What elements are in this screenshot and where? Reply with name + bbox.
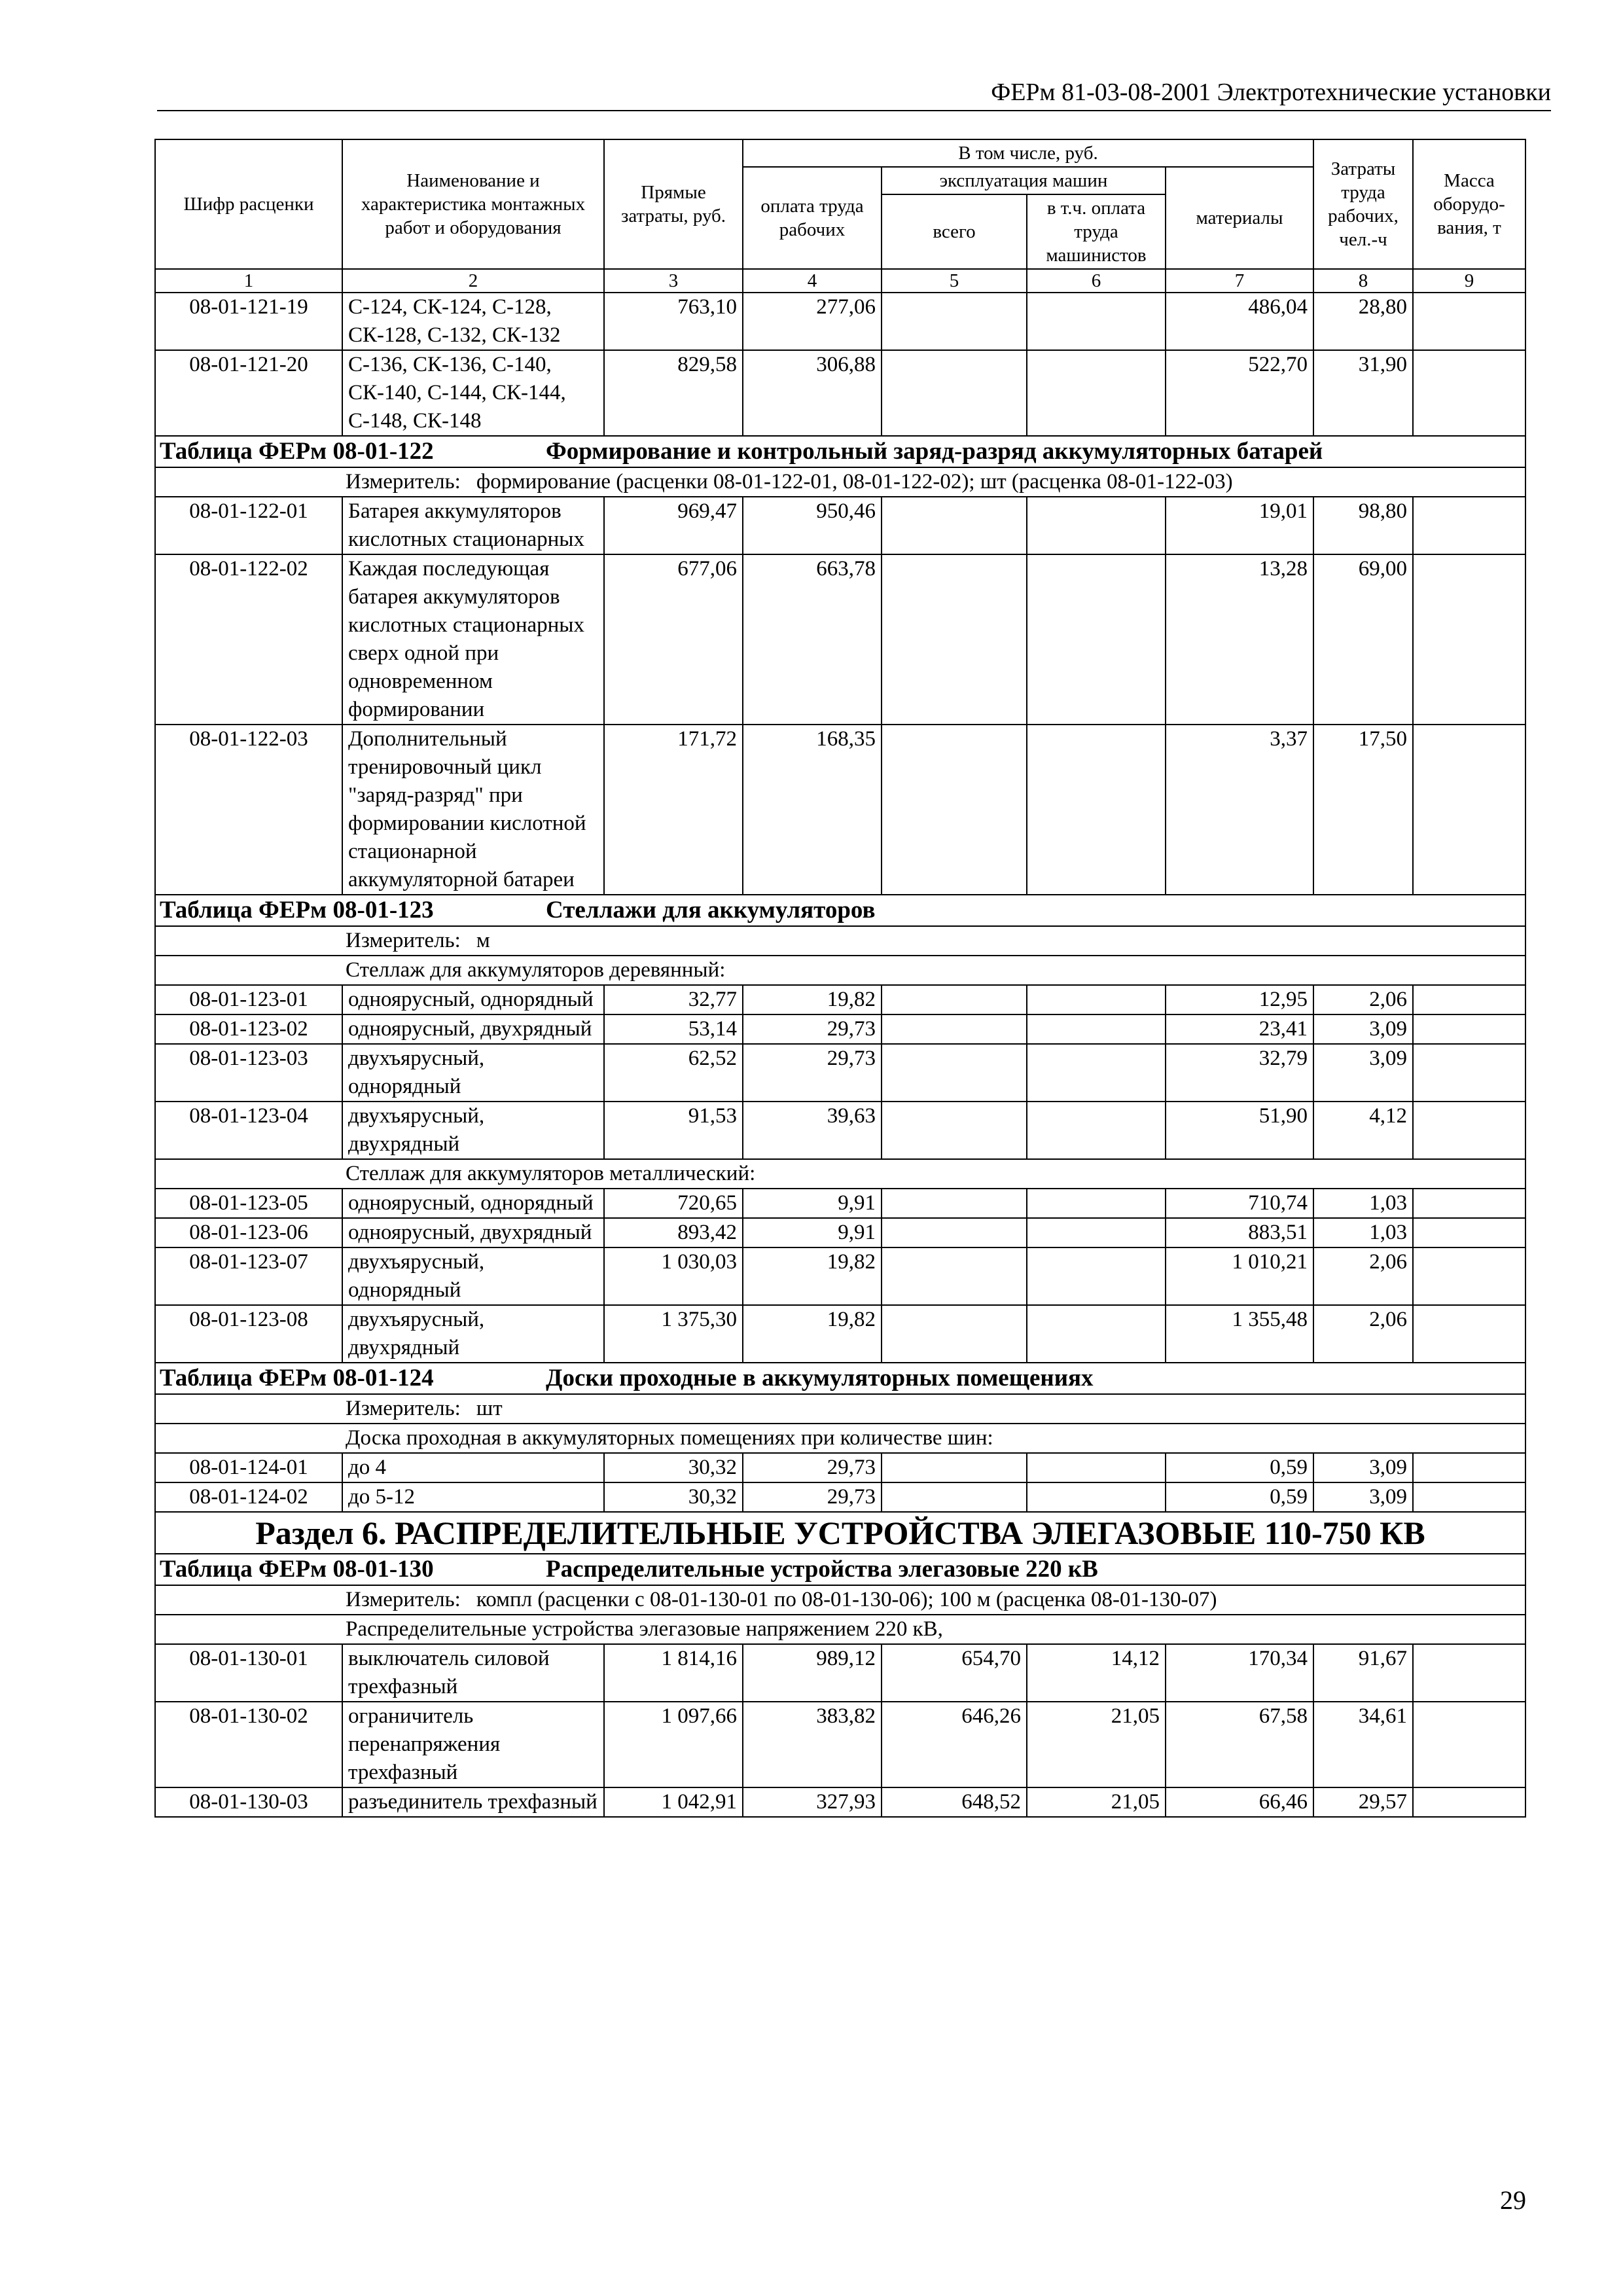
machines-total-cell: [882, 1189, 1027, 1218]
direct-costs-cell: 1 042,91: [604, 1787, 743, 1817]
table-number: Таблица ФЕРм 08-01-124: [160, 1365, 434, 1391]
table-row: [155, 1218, 1525, 1247]
wages-cell: 19,82: [743, 985, 882, 1014]
wages-cell: 277,06: [743, 293, 882, 350]
machines-wages-cell: [1027, 1218, 1166, 1247]
materials-cell: 12,95: [1166, 985, 1313, 1014]
labor-cell: 2,06: [1313, 1305, 1413, 1363]
table-row: [155, 1482, 1525, 1512]
page-number: 29: [1500, 2185, 1526, 2215]
labor-cell: 28,80: [1313, 293, 1413, 350]
table-title-row: [155, 1363, 1525, 1394]
work-name-cell: двухъярусный, однорядный: [342, 1044, 604, 1102]
meter-row: [155, 467, 1525, 497]
group-heading-row: [155, 1424, 1525, 1453]
mass-cell: [1413, 1453, 1525, 1482]
work-name-cell: разъединитель трехфазный: [342, 1787, 604, 1817]
section-heading-row: [155, 1512, 1525, 1554]
direct-costs-cell: 829,58: [604, 350, 743, 436]
col-number: 6: [1027, 269, 1166, 293]
wages-cell: 29,73: [743, 1482, 882, 1512]
table-row: [155, 1044, 1525, 1102]
machines-wages-cell: [1027, 1482, 1166, 1512]
materials-cell: 66,46: [1166, 1787, 1313, 1817]
mass-cell: [1413, 1702, 1525, 1787]
work-name-cell: одноярусный, двухрядный: [342, 1218, 604, 1247]
materials-cell: 51,90: [1166, 1102, 1313, 1159]
labor-cell: 3,09: [1313, 1453, 1413, 1482]
table-row: [155, 1787, 1525, 1817]
group-heading-row: [155, 956, 1525, 985]
section-title: Раздел 6. РАСПРЕДЕЛИТЕЛЬНЫЕ УСТРОЙСТВА ЭЛЕГАЗОВЫЕ 110-750 КВ: [155, 1512, 1525, 1554]
col-mass-header: Масса оборудо-вания, т: [1413, 139, 1525, 269]
rate-code-cell: 08-01-124-02: [155, 1482, 342, 1512]
table-number: Таблица ФЕРм 08-01-122: [160, 438, 434, 465]
table-row: [155, 1102, 1525, 1159]
direct-costs-cell: 30,32: [604, 1453, 743, 1482]
table-row: [155, 350, 1525, 436]
table-title: Доски проходные в аккумуляторных помещениях: [546, 1365, 1094, 1391]
col-labor-header: Затраты труда рабочих, чел.-ч: [1313, 139, 1413, 269]
mass-cell: [1413, 350, 1525, 436]
machines-total-cell: [882, 985, 1027, 1014]
table-row: [155, 1189, 1525, 1218]
machines-wages-cell: [1027, 1014, 1166, 1044]
rate-code-cell: 08-01-123-03: [155, 1044, 342, 1102]
labor-cell: 3,09: [1313, 1014, 1413, 1044]
work-name-cell: одноярусный, однорядный: [342, 1189, 604, 1218]
rate-code-cell: 08-01-123-06: [155, 1218, 342, 1247]
materials-cell: 13,28: [1166, 554, 1313, 725]
machines-total-cell: 654,70: [882, 1644, 1027, 1702]
direct-costs-cell: 720,65: [604, 1189, 743, 1218]
mass-cell: [1413, 1482, 1525, 1512]
wages-cell: 9,91: [743, 1218, 882, 1247]
direct-costs-cell: 1 097,66: [604, 1702, 743, 1787]
rate-code-cell: 08-01-123-05: [155, 1189, 342, 1218]
group-heading-row: [155, 1615, 1525, 1644]
mass-cell: [1413, 554, 1525, 725]
machines-wages-cell: [1027, 1453, 1166, 1482]
labor-cell: 31,90: [1313, 350, 1413, 436]
wages-cell: 989,12: [743, 1644, 882, 1702]
table-title-row: [155, 895, 1525, 926]
mass-cell: [1413, 985, 1525, 1014]
machines-wages-cell: [1027, 497, 1166, 554]
table-row: [155, 985, 1525, 1014]
wages-cell: 950,46: [743, 497, 882, 554]
mass-cell: [1413, 1787, 1525, 1817]
wages-cell: 29,73: [743, 1014, 882, 1044]
meter-row: [155, 926, 1525, 956]
labor-cell: 1,03: [1313, 1189, 1413, 1218]
meter-label: Измеритель:: [346, 470, 461, 493]
rates-body: [155, 293, 1525, 1817]
labor-cell: 4,12: [1313, 1102, 1413, 1159]
wages-cell: 306,88: [743, 350, 882, 436]
wages-cell: 383,82: [743, 1702, 882, 1787]
table-number: Таблица ФЕРм 08-01-130: [160, 1556, 434, 1583]
meter-label: Измеритель:: [346, 1588, 461, 1611]
rate-code-cell: 08-01-122-03: [155, 725, 342, 895]
mass-cell: [1413, 1189, 1525, 1218]
direct-costs-cell: 969,47: [604, 497, 743, 554]
labor-cell: 98,80: [1313, 497, 1413, 554]
work-name-cell: одноярусный, однорядный: [342, 985, 604, 1014]
machines-total-cell: [882, 497, 1027, 554]
work-name-cell: до 5-12: [342, 1482, 604, 1512]
meter-value: компл (расценки с 08-01-130-01 по 08-01-130-06); 100 м (расценка 08-01-130-07): [476, 1588, 1217, 1611]
col-materials-header: материалы: [1166, 167, 1313, 269]
machines-total-cell: [882, 293, 1027, 350]
materials-cell: 883,51: [1166, 1218, 1313, 1247]
wages-cell: 168,35: [743, 725, 882, 895]
wages-cell: 19,82: [743, 1305, 882, 1363]
machines-total-cell: [882, 1044, 1027, 1102]
mass-cell: [1413, 1044, 1525, 1102]
machines-wages-cell: [1027, 1189, 1166, 1218]
col-number: 9: [1413, 269, 1525, 293]
running-header: ФЕРм 81-03-08-2001 Электротехнические установки: [157, 77, 1551, 111]
machines-total-cell: [882, 350, 1027, 436]
mass-cell: [1413, 1102, 1525, 1159]
table-title: Распределительные устройства элегазовые 220 кВ: [546, 1556, 1098, 1583]
meter-value: формирование (расценки 08-01-122-01, 08-01-122-02); шт (расценка 08-01-122-03): [476, 470, 1233, 493]
materials-cell: 3,37: [1166, 725, 1313, 895]
meter-value: шт: [476, 1397, 503, 1420]
labor-cell: 29,57: [1313, 1787, 1413, 1817]
column-numbers-row: [155, 269, 1525, 293]
mass-cell: [1413, 1644, 1525, 1702]
labor-cell: 3,09: [1313, 1482, 1413, 1512]
direct-costs-cell: 171,72: [604, 725, 743, 895]
materials-cell: 522,70: [1166, 350, 1313, 436]
machines-total-cell: [882, 1453, 1027, 1482]
col-number: 8: [1313, 269, 1413, 293]
wages-cell: 663,78: [743, 554, 882, 725]
direct-costs-cell: 1 030,03: [604, 1247, 743, 1305]
labor-cell: 34,61: [1313, 1702, 1413, 1787]
machines-total-cell: 646,26: [882, 1702, 1027, 1787]
table-row: [155, 554, 1525, 725]
table-row: [155, 1453, 1525, 1482]
table-row: [155, 1702, 1525, 1787]
col-machines-total-header: всего: [882, 194, 1027, 269]
group-heading: Распределительные устройства элегазовые напряжением 220 кВ,: [155, 1615, 1525, 1644]
mass-cell: [1413, 497, 1525, 554]
mass-cell: [1413, 1218, 1525, 1247]
table-number: Таблица ФЕРм 08-01-123: [160, 897, 434, 924]
col-number: 2: [342, 269, 604, 293]
machines-wages-cell: [1027, 1102, 1166, 1159]
labor-cell: 17,50: [1313, 725, 1413, 895]
group-heading: Доска проходная в аккумуляторных помещениях при количестве шин:: [155, 1424, 1525, 1453]
table-row: [155, 497, 1525, 554]
materials-cell: 170,34: [1166, 1644, 1313, 1702]
mass-cell: [1413, 1247, 1525, 1305]
rate-code-cell: 08-01-130-03: [155, 1787, 342, 1817]
direct-costs-cell: 62,52: [604, 1044, 743, 1102]
labor-cell: 2,06: [1313, 985, 1413, 1014]
machines-total-cell: [882, 1102, 1027, 1159]
machines-wages-cell: 21,05: [1027, 1702, 1166, 1787]
work-name-cell: до 4: [342, 1453, 604, 1482]
col-machines-header: эксплуатация машин: [882, 167, 1166, 194]
labor-cell: 1,03: [1313, 1218, 1413, 1247]
machines-wages-cell: [1027, 725, 1166, 895]
work-name-cell: Батарея аккумуляторов кислотных стационарных: [342, 497, 604, 554]
table-row: [155, 1014, 1525, 1044]
meter-label: Измеритель:: [346, 1397, 461, 1420]
rate-code-cell: 08-01-123-07: [155, 1247, 342, 1305]
machines-wages-cell: 21,05: [1027, 1787, 1166, 1817]
labor-cell: 91,67: [1313, 1644, 1413, 1702]
col-code-header: Шифр расценки: [155, 139, 342, 269]
machines-wages-cell: 14,12: [1027, 1644, 1166, 1702]
materials-cell: 1 010,21: [1166, 1247, 1313, 1305]
labor-cell: 69,00: [1313, 554, 1413, 725]
direct-costs-cell: 53,14: [604, 1014, 743, 1044]
machines-total-cell: [882, 1305, 1027, 1363]
work-name-cell: С-136, СК-136, С-140, СК-140, С-144, СК-144, С-148, СК-148: [342, 350, 604, 436]
mass-cell: [1413, 725, 1525, 895]
machines-wages-cell: [1027, 1247, 1166, 1305]
materials-cell: 1 355,48: [1166, 1305, 1313, 1363]
materials-cell: 0,59: [1166, 1482, 1313, 1512]
materials-cell: 23,41: [1166, 1014, 1313, 1044]
machines-wages-cell: [1027, 1044, 1166, 1102]
machines-total-cell: [882, 554, 1027, 725]
direct-costs-cell: 1 814,16: [604, 1644, 743, 1702]
table-row: [155, 1305, 1525, 1363]
meter-row: [155, 1585, 1525, 1615]
col-including-header: В том числе, руб.: [743, 139, 1313, 167]
machines-wages-cell: [1027, 985, 1166, 1014]
col-wages-header: оплата труда рабочих: [743, 167, 882, 269]
rate-code-cell: 08-01-130-02: [155, 1702, 342, 1787]
work-name-cell: Дополнительный тренировочный цикл "заряд-разряд" при формировании кислотной стационарной аккумуляторной батареи: [342, 725, 604, 895]
table-row: [155, 1247, 1525, 1305]
table-title: Стеллажи для аккумуляторов: [546, 897, 876, 924]
materials-cell: 0,59: [1166, 1453, 1313, 1482]
col-number: 5: [882, 269, 1027, 293]
meter-value: м: [476, 929, 490, 952]
col-direct-header: Прямые затраты, руб.: [604, 139, 743, 269]
col-number: 7: [1166, 269, 1313, 293]
materials-cell: 32,79: [1166, 1044, 1313, 1102]
table-row: [155, 293, 1525, 350]
rate-code-cell: 08-01-122-02: [155, 554, 342, 725]
table-title-row: [155, 1554, 1525, 1585]
work-name-cell: выключатель силовой трехфазный: [342, 1644, 604, 1702]
work-name-cell: двухъярусный, двухрядный: [342, 1305, 604, 1363]
direct-costs-cell: 1 375,30: [604, 1305, 743, 1363]
rate-code-cell: 08-01-123-01: [155, 985, 342, 1014]
col-number: 4: [743, 269, 882, 293]
labor-cell: 3,09: [1313, 1044, 1413, 1102]
work-name-cell: одноярусный, двухрядный: [342, 1014, 604, 1044]
machines-wages-cell: [1027, 1305, 1166, 1363]
machines-wages-cell: [1027, 350, 1166, 436]
direct-costs-cell: 677,06: [604, 554, 743, 725]
machines-total-cell: [882, 1014, 1027, 1044]
rate-code-cell: 08-01-123-08: [155, 1305, 342, 1363]
machines-wages-cell: [1027, 293, 1166, 350]
meter-label: Измеритель:: [346, 929, 461, 952]
mass-cell: [1413, 1305, 1525, 1363]
wages-cell: 327,93: [743, 1787, 882, 1817]
direct-costs-cell: 763,10: [604, 293, 743, 350]
wages-cell: 39,63: [743, 1102, 882, 1159]
table-row: [155, 1644, 1525, 1702]
machines-total-cell: [882, 1482, 1027, 1512]
work-name-cell: двухъярусный, двухрядный: [342, 1102, 604, 1159]
rate-code-cell: 08-01-121-20: [155, 350, 342, 436]
col-number: 3: [604, 269, 743, 293]
col-machines-wages-header: в т.ч. оплата труда машинистов: [1027, 194, 1166, 269]
col-name-header: Наименование и характеристика монтажных работ и оборудования: [342, 139, 604, 269]
direct-costs-cell: 30,32: [604, 1482, 743, 1512]
rate-code-cell: 08-01-124-01: [155, 1453, 342, 1482]
rates-table: [154, 139, 1526, 1818]
direct-costs-cell: 91,53: [604, 1102, 743, 1159]
wages-cell: 19,82: [743, 1247, 882, 1305]
materials-cell: 67,58: [1166, 1702, 1313, 1787]
rate-code-cell: 08-01-123-02: [155, 1014, 342, 1044]
direct-costs-cell: 893,42: [604, 1218, 743, 1247]
wages-cell: 29,73: [743, 1044, 882, 1102]
meter-row: [155, 1394, 1525, 1424]
materials-cell: 486,04: [1166, 293, 1313, 350]
wages-cell: 9,91: [743, 1189, 882, 1218]
machines-wages-cell: [1027, 554, 1166, 725]
materials-cell: 19,01: [1166, 497, 1313, 554]
direct-costs-cell: 32,77: [604, 985, 743, 1014]
group-heading-row: [155, 1159, 1525, 1189]
machines-total-cell: 648,52: [882, 1787, 1027, 1817]
wages-cell: 29,73: [743, 1453, 882, 1482]
machines-total-cell: [882, 1218, 1027, 1247]
labor-cell: 2,06: [1313, 1247, 1413, 1305]
table-title-row: [155, 436, 1525, 467]
rate-code-cell: 08-01-122-01: [155, 497, 342, 554]
mass-cell: [1413, 1014, 1525, 1044]
work-name-cell: Каждая последующая батарея аккумуляторов кислотных стационарных сверх одной при одновременном формировании: [342, 554, 604, 725]
col-number: 1: [155, 269, 342, 293]
table-title: Формирование и контрольный заряд-разряд аккумуляторных батарей: [546, 438, 1323, 465]
work-name-cell: С-124, СК-124, С-128, СК-128, С-132, СК-132: [342, 293, 604, 350]
table-row: [155, 725, 1525, 895]
rate-code-cell: 08-01-121-19: [155, 293, 342, 350]
machines-total-cell: [882, 725, 1027, 895]
rate-code-cell: 08-01-123-04: [155, 1102, 342, 1159]
group-heading: Стеллаж для аккумуляторов деревянный:: [155, 956, 1525, 985]
rate-code-cell: 08-01-130-01: [155, 1644, 342, 1702]
work-name-cell: двухъярусный, однорядный: [342, 1247, 604, 1305]
work-name-cell: ограничитель перенапряжения трехфазный: [342, 1702, 604, 1787]
materials-cell: 710,74: [1166, 1189, 1313, 1218]
mass-cell: [1413, 293, 1525, 350]
machines-total-cell: [882, 1247, 1027, 1305]
group-heading: Стеллаж для аккумуляторов металлический:: [155, 1159, 1525, 1189]
